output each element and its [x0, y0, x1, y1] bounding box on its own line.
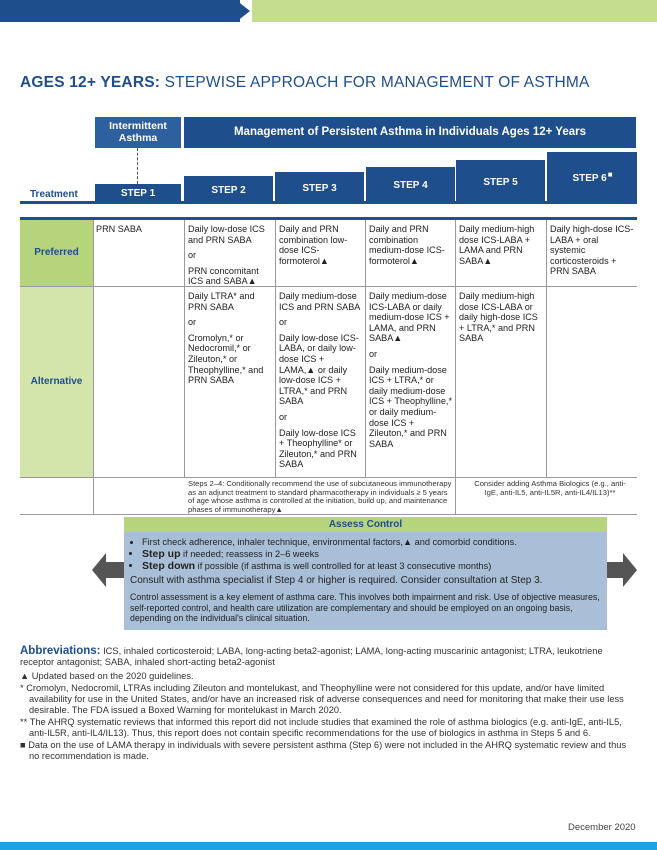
cell-text: Daily and PRN combination low-dose ICS-formoterol▲	[279, 224, 348, 266]
cell-text: Daily medium-dose ICS and PRN SABA	[279, 291, 361, 312]
abbreviations-label: Abbreviations:	[20, 645, 101, 657]
alternative-step-3	[279, 291, 363, 475]
note-row-label	[20, 478, 93, 514]
row-divider	[20, 286, 637, 287]
step-down-arrow-tail	[106, 562, 124, 578]
column-divider	[546, 220, 547, 477]
step-6-header	[547, 152, 637, 203]
preferred-step-1	[96, 224, 182, 240]
preferred-step-4	[369, 224, 453, 271]
cell-text: Cromolyn,* or Nedocromil,* or Zileuton,* or Theophylline,* and PRN SABA	[188, 332, 264, 386]
cell-text: or	[279, 317, 288, 328]
top-banner-arrow	[236, 0, 250, 22]
step-6-marker: ■	[607, 170, 613, 179]
column-divider	[184, 220, 185, 477]
top-banner-green	[252, 0, 657, 22]
cell-text: or	[188, 317, 197, 328]
footnote-double-asterisk: ** The AHRQ systematic reviews that informed this report did not include studies that examined the role of asthma biologics (e.g. anti-IgE, anti-IL5, anti-IL5R, anti-IL4/IL13). Thus, this report does not contain specific recommendations for the use of biologics in asthma in Steps 5 and 6.	[20, 717, 622, 738]
publication-date: December 2020	[568, 822, 636, 833]
cell-text: or	[188, 250, 197, 261]
cell-text: Daily medium-dose ICS + LTRA,* or daily medium-dose ICS + Theophylline,* or daily medium-dose ICS + Zileuton,* and PRN SABA	[369, 364, 452, 449]
preferred-step-5	[459, 224, 545, 271]
assess-control-header: Assess Control	[124, 517, 607, 532]
footnote-asterisk: * Cromolyn, Nedocromil, LTRAs including Zileuton and montelukast, and Theophylline were not considered for this update, and/or have limited availability for use in the United States, and/or have an increased risk of adverse consequences and need for monitoring that make their use less desirable. The FDA issued a Boxed Warning for montelukast in March 2020.	[20, 683, 624, 715]
column-divider	[93, 220, 94, 514]
step-up-text: if needed; reassess in 2–6 weeks	[180, 549, 319, 559]
cell-text: or	[279, 411, 288, 422]
step-3-label: STEP 3	[302, 183, 337, 194]
assess-list	[130, 537, 601, 572]
preferred-step-6	[550, 224, 634, 282]
title-rest: STEPWISE APPROACH FOR MANAGEMENT OF ASTHMA	[160, 74, 590, 91]
control-assessment-text: Control assessment is a key element of asthma care. This involves both impairment and risk. Use of objective measures, self-reported control, and health care utilization are complementary and should be employed on an ongoing basis, depending on the individual's clinical situation.	[130, 592, 600, 623]
step-down-arrow-icon	[92, 553, 106, 587]
column-divider	[275, 220, 276, 477]
step-down-text: if possible (if asthma is well controlled for at least 3 consecutive months)	[195, 561, 492, 571]
cell-text: Daily medium-high dose ICS-LABA + LAMA and PRN SABA▲	[459, 224, 535, 266]
consult-text: Consult with asthma specialist if Step 4 or higher is required. Consider consultation at Step 3.	[130, 575, 543, 586]
intermittent-header: Intermittent Asthma	[95, 117, 181, 148]
alternative-step-4	[369, 291, 453, 454]
step-1-label: STEP 1	[120, 188, 156, 199]
row-divider	[20, 477, 637, 478]
immunotherapy-note: Steps 2–4: Conditionally recommend the use of subcutaneous immunotherapy as an adjunct treatment to standard pharmacotherapy in individuals ≥ 5 years of age whose asthma is controlled at the initiation, build up, and maintenance phases of immunotherapy▲	[188, 479, 452, 514]
preferred-step-2	[188, 224, 274, 292]
preferred-row-label: Preferred	[20, 220, 93, 286]
alternative-step-2	[188, 291, 274, 391]
treatment-label: Treatment	[30, 189, 78, 200]
step-down-bold: Step down	[142, 560, 196, 572]
preferred-step-3	[279, 224, 363, 271]
intermittent-divider	[137, 148, 138, 184]
step-up-arrow-tail	[607, 562, 623, 578]
cell-text: Daily LTRA* and PRN SABA	[188, 291, 255, 312]
step-2-header	[184, 176, 273, 203]
cell-text: Daily and PRN combination medium-dose ICS-formoterol▲	[369, 224, 445, 266]
step-4-header	[366, 167, 455, 203]
cell-text: or	[369, 348, 378, 359]
footnote-square: ■ Data on the use of LAMA therapy in individuals with severe persistent asthma (Step 6) were not included in the AHRQ systematic review and thus no recommendation is made.	[20, 740, 627, 761]
step-3-header	[275, 172, 364, 203]
top-banner-blue	[0, 0, 240, 22]
cell-text: Daily low-dose ICS + Theophylline* or Zileuton,* and PRN SABA	[279, 427, 357, 470]
bottom-bar	[0, 842, 657, 850]
footnote-updated: ▲ Updated based on the 2020 guidelines.	[20, 671, 194, 681]
cell-text: PRN SABA	[96, 224, 142, 234]
cell-text: Daily low-dose ICS and PRN SABA	[188, 224, 265, 245]
column-divider	[455, 220, 456, 514]
assess-bullet-step-down	[142, 560, 601, 572]
cell-text: Daily medium-high dose ICS-LABA or daily high-dose ICS + LTRA,* and PRN SABA	[459, 291, 538, 344]
cell-text: Daily low-dose ICS-LABA, or daily low-dose ICS + LAMA,▲ or daily low-dose ICS + LTRA,* and PRN SABA	[279, 332, 359, 407]
biologics-note: Consider adding Asthma Biologics (e.g., anti-IgE, anti-IL5, anti-IL5R, anti-IL4/IL13)**	[474, 479, 626, 497]
persistent-header: Management of Persistent Asthma in Individuals Ages 12+ Years	[184, 117, 636, 148]
cell-text: PRN concomitant ICS and SABA▲	[188, 265, 259, 287]
abbreviations-text: ICS, inhaled corticosteroid; LABA, long-acting beta2-agonist; LAMA, long-acting muscarinic antagonist; LTRA, leukotriene receptor antagonist; SABA, inhaled short-acting beta2-agonist	[20, 646, 603, 667]
step-5-header	[456, 160, 545, 203]
assess-bullet-step-up	[142, 548, 601, 560]
title-bold: AGES 12+ YEARS:	[20, 74, 161, 91]
abbreviations	[20, 646, 635, 668]
step-4-label: STEP 4	[393, 180, 428, 191]
alternative-row-label: Alternative	[20, 287, 93, 477]
step-6-label: STEP 6■	[572, 170, 613, 184]
assess-control-box	[124, 532, 607, 630]
step-5-label: STEP 5	[483, 177, 518, 188]
step-up-bold: Step up	[142, 548, 181, 560]
assess-bullet-adherence: • First check adherence, inhaler technique, environmental factors,▲ and comorbid conditions.	[142, 537, 601, 548]
step-up-arrow-icon	[623, 553, 637, 587]
table-top-rule	[20, 217, 637, 220]
cell-text: Daily medium-dose ICS-LABA or daily medium-dose ICS + LAMA, and PRN SABA▲	[369, 291, 450, 344]
page-title	[20, 74, 590, 92]
column-divider	[365, 220, 366, 477]
alternative-step-5	[459, 291, 545, 349]
header-baseline	[20, 201, 637, 204]
step-2-label: STEP 2	[211, 185, 246, 196]
footnotes	[20, 646, 635, 763]
cell-text: Daily high-dose ICS-LABA + oral systemic corticosteroids + PRN SABA	[550, 224, 634, 277]
